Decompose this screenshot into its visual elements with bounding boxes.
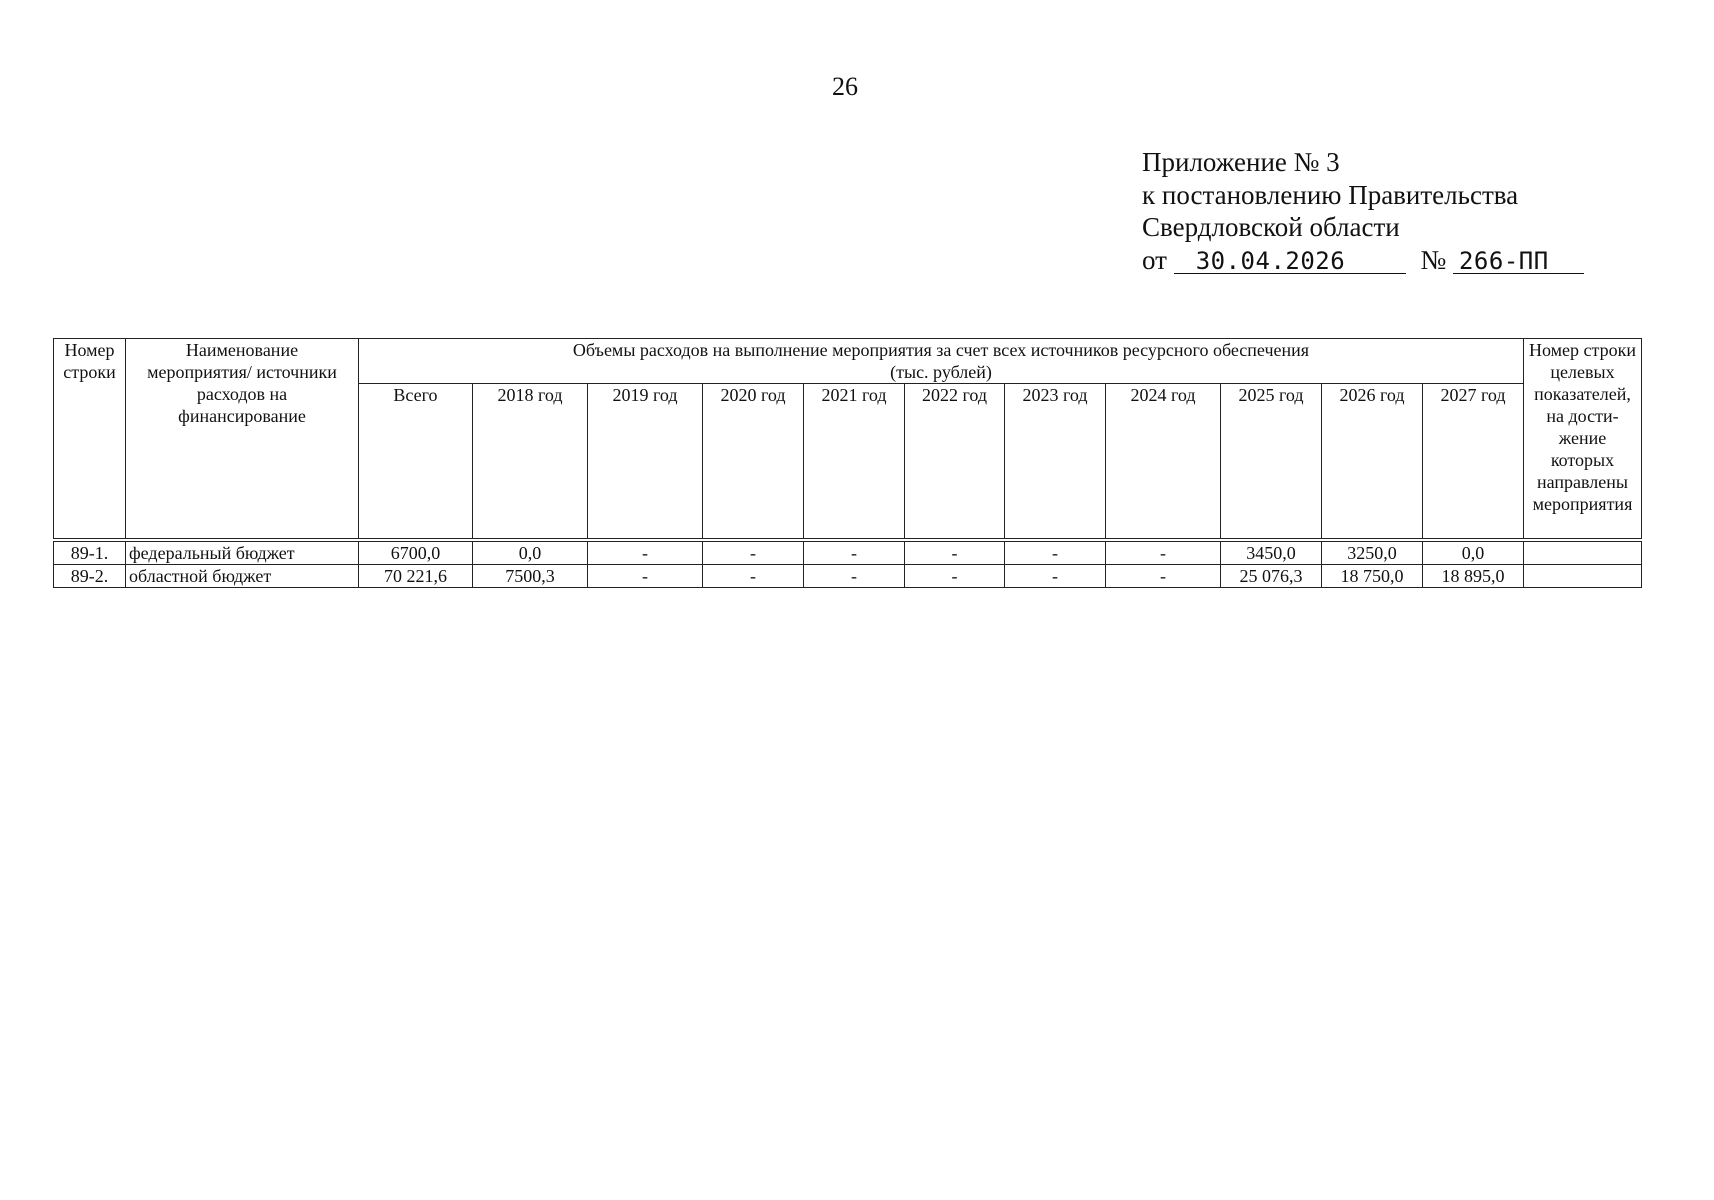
header-year-2023: 2023 год <box>1005 384 1106 539</box>
document-number: 266-ПП <box>1453 249 1584 274</box>
header-year-2025: 2025 год <box>1221 384 1322 539</box>
header-row-number: Номер строки <box>54 339 126 539</box>
value-2020: - <box>703 542 804 565</box>
appendix-title: Приложение № 3 <box>1142 147 1340 177</box>
date-value: 30.04.2026 <box>1174 249 1406 274</box>
value-2023: - <box>1005 542 1106 565</box>
value-2024: - <box>1106 565 1221 588</box>
value-2027: 0,0 <box>1423 542 1524 565</box>
value-2022: - <box>905 542 1005 565</box>
value-total: 6700,0 <box>359 542 473 565</box>
value-2020: - <box>703 565 804 588</box>
number-prefix: № <box>1420 244 1447 275</box>
appendix-date-line <box>1142 244 1584 277</box>
appendix-line-2: к постановлению Правительства <box>1142 179 1519 210</box>
header-volumes <box>359 339 1524 384</box>
row-number: 89-2. <box>54 565 126 588</box>
value-2026: 3250,0 <box>1322 542 1423 565</box>
value-2025: 25 076,3 <box>1221 565 1322 588</box>
header-year-2022: 2022 год <box>905 384 1005 539</box>
value-2018: 7500,3 <box>473 565 588 588</box>
value-2018: 0,0 <box>473 542 588 565</box>
header-year-2020: 2020 год <box>703 384 804 539</box>
header-year-2026: 2026 год <box>1322 384 1423 539</box>
budget-table <box>53 338 1642 588</box>
appendix-line-3: Свердловской области <box>1142 212 1400 242</box>
row-indicator <box>1524 565 1642 588</box>
appendix-block <box>1142 146 1584 276</box>
table-row <box>54 565 1642 588</box>
header-year-2027: 2027 год <box>1423 384 1524 539</box>
value-2019: - <box>588 542 703 565</box>
header-total: Всего <box>359 384 473 539</box>
header-row-1 <box>54 339 1642 384</box>
value-2026: 18 750,0 <box>1322 565 1423 588</box>
value-2025: 3450,0 <box>1221 542 1322 565</box>
header-name: Наименование мероприятия/ источники расходов на финансирование <box>126 339 359 539</box>
header-year-2021: 2021 год <box>804 384 905 539</box>
value-2021: - <box>804 542 905 565</box>
value-2021: - <box>804 565 905 588</box>
value-2023: - <box>1005 565 1106 588</box>
header-indicator: Номер строки целевых показателей, на дости- жение которых направлены мероприятия <box>1524 339 1642 539</box>
page-number: 26 <box>832 72 858 101</box>
row-name: областной бюджет <box>126 565 359 588</box>
value-2024: - <box>1106 542 1221 565</box>
value-2022: - <box>905 565 1005 588</box>
table-row <box>54 542 1642 565</box>
row-indicator <box>1524 542 1642 565</box>
header-year-2018: 2018 год <box>473 384 588 539</box>
header-volumes-title: Объемы расходов на выполнение мероприятия за счет всех источников ресурсного обеспечения <box>572 340 1310 360</box>
header-year-2019: 2019 год <box>588 384 703 539</box>
header-year-2024: 2024 год <box>1106 384 1221 539</box>
row-number: 89-1. <box>54 542 126 565</box>
date-prefix: от <box>1142 244 1167 275</box>
row-name: федеральный бюджет <box>126 542 359 565</box>
header-volumes-unit: (тыс. рублей) <box>890 362 992 382</box>
value-total: 70 221,6 <box>359 565 473 588</box>
value-2019: - <box>588 565 703 588</box>
value-2027: 18 895,0 <box>1423 565 1524 588</box>
